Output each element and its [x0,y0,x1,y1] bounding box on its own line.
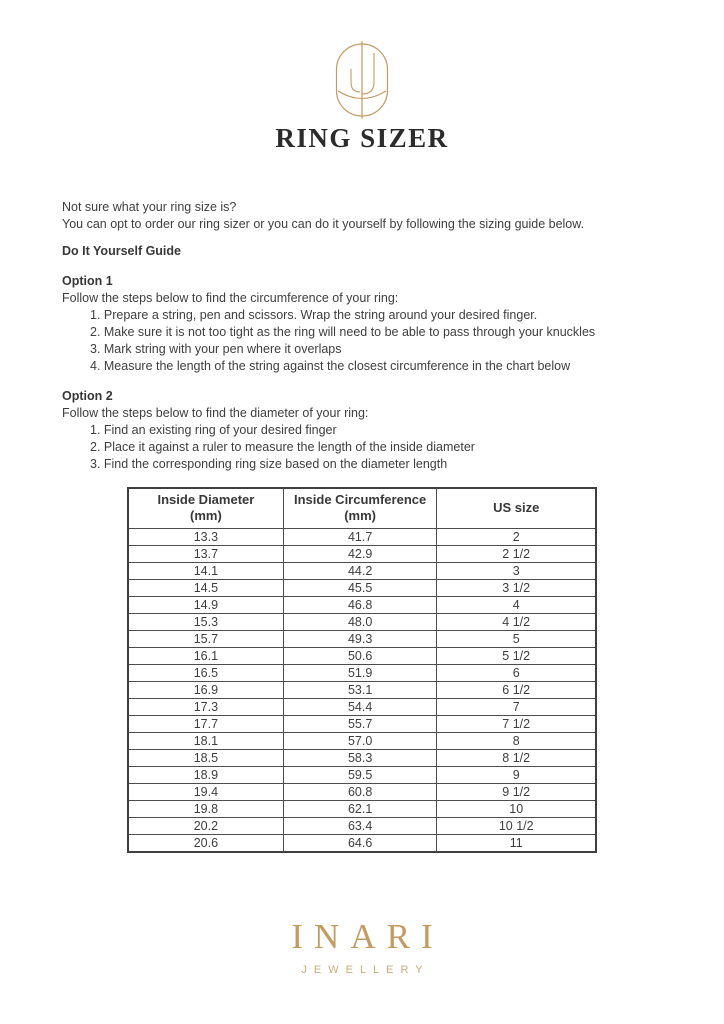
table-cell: 11 [437,835,596,853]
table-row [128,665,596,682]
table-row [128,767,596,784]
table-row [128,733,596,750]
table-cell: 8 [437,733,596,750]
table-cell: 4 [437,597,596,614]
header-line: (mm) [344,508,376,523]
table-cell: 18.5 [128,750,283,767]
table-row [128,631,596,648]
table-row [128,682,596,699]
intro-line-2: You can opt to order our ring sizer or you can do it yourself by following the sizing guide below. [62,217,585,231]
header-inside-circumference [283,488,437,529]
table-cell: 16.5 [128,665,283,682]
table-row [128,835,596,853]
header-line: Inside Circumference [294,492,427,507]
table-row [128,597,596,614]
table-cell: 59.5 [283,767,437,784]
table-cell: 7 1/2 [437,716,596,733]
table-row [128,580,596,597]
table-row [128,648,596,665]
table-cell: 20.6 [128,835,283,853]
table-cell: 17.7 [128,716,283,733]
table-cell: 8 1/2 [437,750,596,767]
option2-step: 3. Find the corresponding ring size based on the diameter length [90,457,448,471]
table-cell: 53.1 [283,682,437,699]
table-cell: 51.9 [283,665,437,682]
table-cell: 19.8 [128,801,283,818]
guide-title: Do It Yourself Guide [62,244,181,258]
table-row [128,750,596,767]
table-cell: 18.9 [128,767,283,784]
table-cell: 16.9 [128,682,283,699]
table-cell: 14.5 [128,580,283,597]
table-cell: 46.8 [283,597,437,614]
option1-step: 1. Prepare a string, pen and scissors. Wrap the string around your desired finger. [90,308,538,322]
table-row [128,614,596,631]
table-cell: 15.7 [128,631,283,648]
option2-title: Option 2 [62,389,113,403]
page-title: RING SIZER [275,123,449,153]
table-cell: 18.1 [128,733,283,750]
option2-step: 2. Place it against a ruler to measure the length of the inside diameter [90,440,475,454]
table-cell: 5 1/2 [437,648,596,665]
table-cell: 64.6 [283,835,437,853]
table-cell: 42.9 [283,546,437,563]
table-cell: 2 [437,529,596,546]
table-cell: 20.2 [128,818,283,835]
table-cell: 16.1 [128,648,283,665]
option1-title: Option 1 [62,274,113,288]
option1-lead: Follow the steps below to find the circumference of your ring: [62,291,399,305]
table-row [128,716,596,733]
table-cell: 41.7 [283,529,437,546]
header-line: Inside Diameter [157,492,255,507]
option1-step: 3. Mark string with your pen where it overlaps [90,342,342,356]
table-cell: 50.6 [283,648,437,665]
table-cell: 6 1/2 [437,682,596,699]
brand-name: INARI [291,917,444,956]
size-table [127,487,597,853]
table-cell: 7 [437,699,596,716]
table-cell: 10 [437,801,596,818]
table-cell: 10 1/2 [437,818,596,835]
size-chart [127,487,597,853]
option2-step: 1. Find an existing ring of your desired finger [90,423,337,437]
table-cell: 14.9 [128,597,283,614]
table-row [128,818,596,835]
table-cell: 62.1 [283,801,437,818]
table-cell: 13.3 [128,529,283,546]
table-cell: 49.3 [283,631,437,648]
table-cell: 3 1/2 [437,580,596,597]
header-line: US size [493,500,540,515]
table-row [128,699,596,716]
table-row [128,529,596,546]
table-cell: 45.5 [283,580,437,597]
table-cell: 55.7 [283,716,437,733]
table-cell: 58.3 [283,750,437,767]
header-inside-diameter [128,488,283,529]
table-cell: 57.0 [283,733,437,750]
table-cell: 54.4 [283,699,437,716]
option2-lead: Follow the steps below to find the diameter of your ring: [62,406,369,420]
option1-steps [90,307,662,375]
guide-content [62,199,662,473]
table-row [128,801,596,818]
table-row [128,563,596,580]
table-row [128,784,596,801]
header-us-size [437,488,596,529]
table-cell: 60.8 [283,784,437,801]
table-cell: 44.2 [283,563,437,580]
table-cell: 5 [437,631,596,648]
option1-step: 4. Measure the length of the string against the closest circumference in the chart below [90,359,571,373]
size-table-body [128,529,596,853]
brand-subtitle: JEWELLERY [301,964,430,976]
table-cell: 14.1 [128,563,283,580]
table-cell: 15.3 [128,614,283,631]
footer-brand [0,917,724,976]
table-cell: 17.3 [128,699,283,716]
table-cell: 19.4 [128,784,283,801]
table-cell: 13.7 [128,546,283,563]
table-cell: 9 [437,767,596,784]
table-cell: 9 1/2 [437,784,596,801]
option1-step: 2. Make sure it is not too tight as the ring will need to be able to pass through your knuckles [90,325,596,339]
option2-steps [90,422,662,473]
table-cell: 2 1/2 [437,546,596,563]
table-cell: 63.4 [283,818,437,835]
table-header-row [128,488,596,529]
table-row [128,546,596,563]
table-cell: 3 [437,563,596,580]
header-line: (mm) [190,508,222,523]
table-cell: 48.0 [283,614,437,631]
brand-monogram-icon [333,41,391,124]
intro-line-1: Not sure what your ring size is? [62,200,237,214]
table-cell: 6 [437,665,596,682]
table-cell: 4 1/2 [437,614,596,631]
